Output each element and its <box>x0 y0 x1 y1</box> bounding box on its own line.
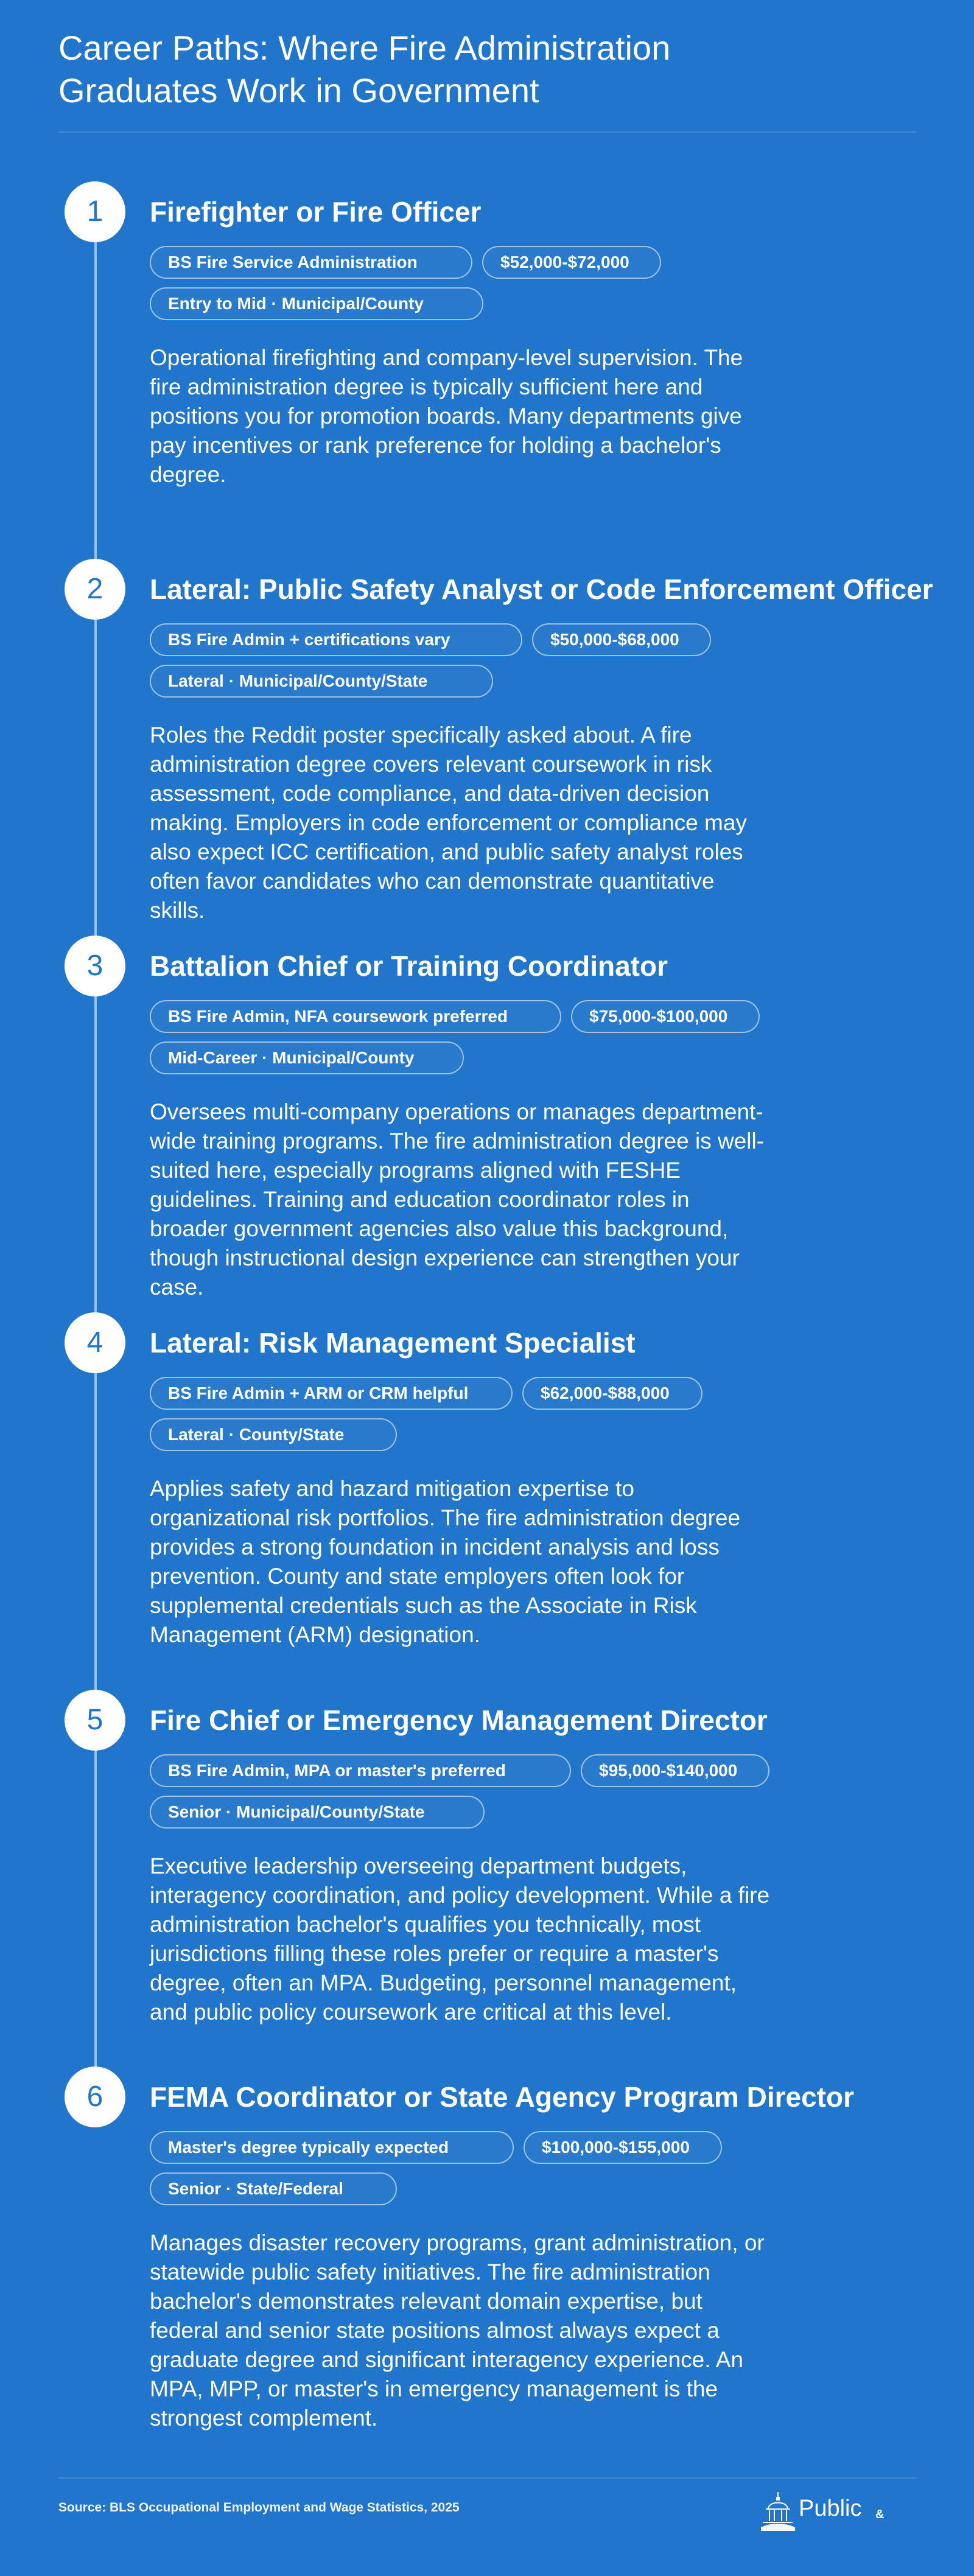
step-title: Fire Chief or Emergency Management Director <box>150 1704 768 1736</box>
page-title: Career Paths: Where Fire Administration Graduates Work in Government <box>58 29 671 110</box>
salary-tag: $100,000-$155,000 <box>524 2131 722 2164</box>
level-tag: Mid-Career · Municipal/County <box>150 1041 464 1074</box>
step-number-badge: 6 <box>65 2067 125 2127</box>
degree-tag: BS Fire Service Administration <box>150 246 472 279</box>
degree-tag: BS Fire Admin, MPA or master's preferred <box>150 1754 571 1787</box>
salary-tag: $52,000-$72,000 <box>482 246 661 279</box>
step-number-badge: 2 <box>65 559 125 620</box>
source-note: Source: BLS Occupational Employment and Wage Statistics, 2025 <box>58 2501 460 2515</box>
step-description: Executive leadership overseeing department budgets, interagency coordination, and policy development. While a fire administration bachelor's qualifies you technically, most jurisdictions filling these roles prefer or require a master's degree, often an MPA. Budgeting, personnel management, and public policy coursework are critical at this level. <box>150 1853 770 2025</box>
step-title: Lateral: Public Safety Analyst or Code Enforcement Officer <box>150 573 933 605</box>
salary-tag: $50,000-$68,000 <box>532 623 711 656</box>
step-description: Roles the Reddit poster specifically asked about. A fire administration degree covers relevant coursework in risk assessment, code compliance, and data-driven decision making. Employers in code enforcement or compliance may also expect ICC certification, and public safety analyst roles often favor candidates who can demonstrate quantitative skills. <box>150 723 747 923</box>
level-tag: Senior · Municipal/County/State <box>150 1796 485 1829</box>
degree-tag: Master's degree typically expected <box>150 2131 514 2164</box>
step-description: Operational firefighting and company-level supervision. The fire administration degree is typically sufficient here and positions you for promotion boards. Many departments give pay incentives or rank preference for holding a bachelor's degree. <box>150 345 743 487</box>
salary-tag: $62,000-$88,000 <box>522 1377 702 1410</box>
step-tags <box>150 1000 819 1083</box>
level-tag: Lateral · Municipal/County/State <box>150 665 493 698</box>
step-description: Manages disaster recovery programs, grant administration, or statewide public safety initiatives. The fire administration bachelor's demonstrates relevant domain expertise, but federal and senior state positions almost always expect a graduate degree and significant interagency experience. An MPA, MPP, or master's in emergency management is the strongest complement. <box>150 2230 765 2431</box>
timeline-line <box>94 212 97 2106</box>
degree-tag: BS Fire Admin, NFA coursework preferred <box>150 1000 561 1033</box>
step-number-badge: 5 <box>65 1690 125 1751</box>
step-description: Applies safety and hazard mitigation expertise to organizational risk portfolios. The fire administration degree provides a strong foundation in incident analysis and loss prevention. County and state employers often look for supplemental credentials such as the Associate in Risk Management (ARM) designation. <box>150 1476 741 1647</box>
page-header <box>58 27 916 112</box>
step-number-badge: 4 <box>65 1312 125 1373</box>
header-divider <box>58 131 916 133</box>
step-number-badge: 3 <box>65 936 125 996</box>
step-title: Firefighter or Fire Officer <box>150 196 482 228</box>
step-title: Battalion Chief or Training Coordinator <box>150 950 668 982</box>
step-tags <box>150 2131 819 2214</box>
step-number-badge: 1 <box>65 181 125 242</box>
footer-divider <box>58 2477 916 2479</box>
footer-logo <box>759 2490 892 2538</box>
salary-tag: $95,000-$140,000 <box>581 1754 769 1787</box>
level-tag: Lateral · County/State <box>150 1418 397 1451</box>
degree-tag: BS Fire Admin + ARM or CRM helpful <box>150 1377 513 1410</box>
step-title: Lateral: Risk Management Specialist <box>150 1327 636 1359</box>
step-tags <box>150 1754 819 1837</box>
level-tag: Senior · State/Federal <box>150 2172 397 2205</box>
step-tags <box>150 246 819 329</box>
step-description: Oversees multi-company operations or manages department-wide training programs. The fire administration degree is well-suited here, especially programs aligned with FESHE guidelines. Training and education coordinator roles in broader government agencies also value this background, though instructional design experience can strengthen your case. <box>150 1099 765 1300</box>
capitol-dome-icon <box>759 2490 797 2532</box>
logo-ampersand: & <box>875 2508 885 2521</box>
salary-tag: $75,000-$100,000 <box>571 1000 760 1033</box>
step-tags <box>150 623 819 706</box>
logo-text: Public <box>799 2496 862 2521</box>
degree-tag: BS Fire Admin + certifications vary <box>150 623 522 656</box>
step-tags <box>150 1377 819 1460</box>
level-tag: Entry to Mid · Municipal/County <box>150 287 483 320</box>
step-title: FEMA Coordinator or State Agency Program Director <box>150 2081 854 2113</box>
